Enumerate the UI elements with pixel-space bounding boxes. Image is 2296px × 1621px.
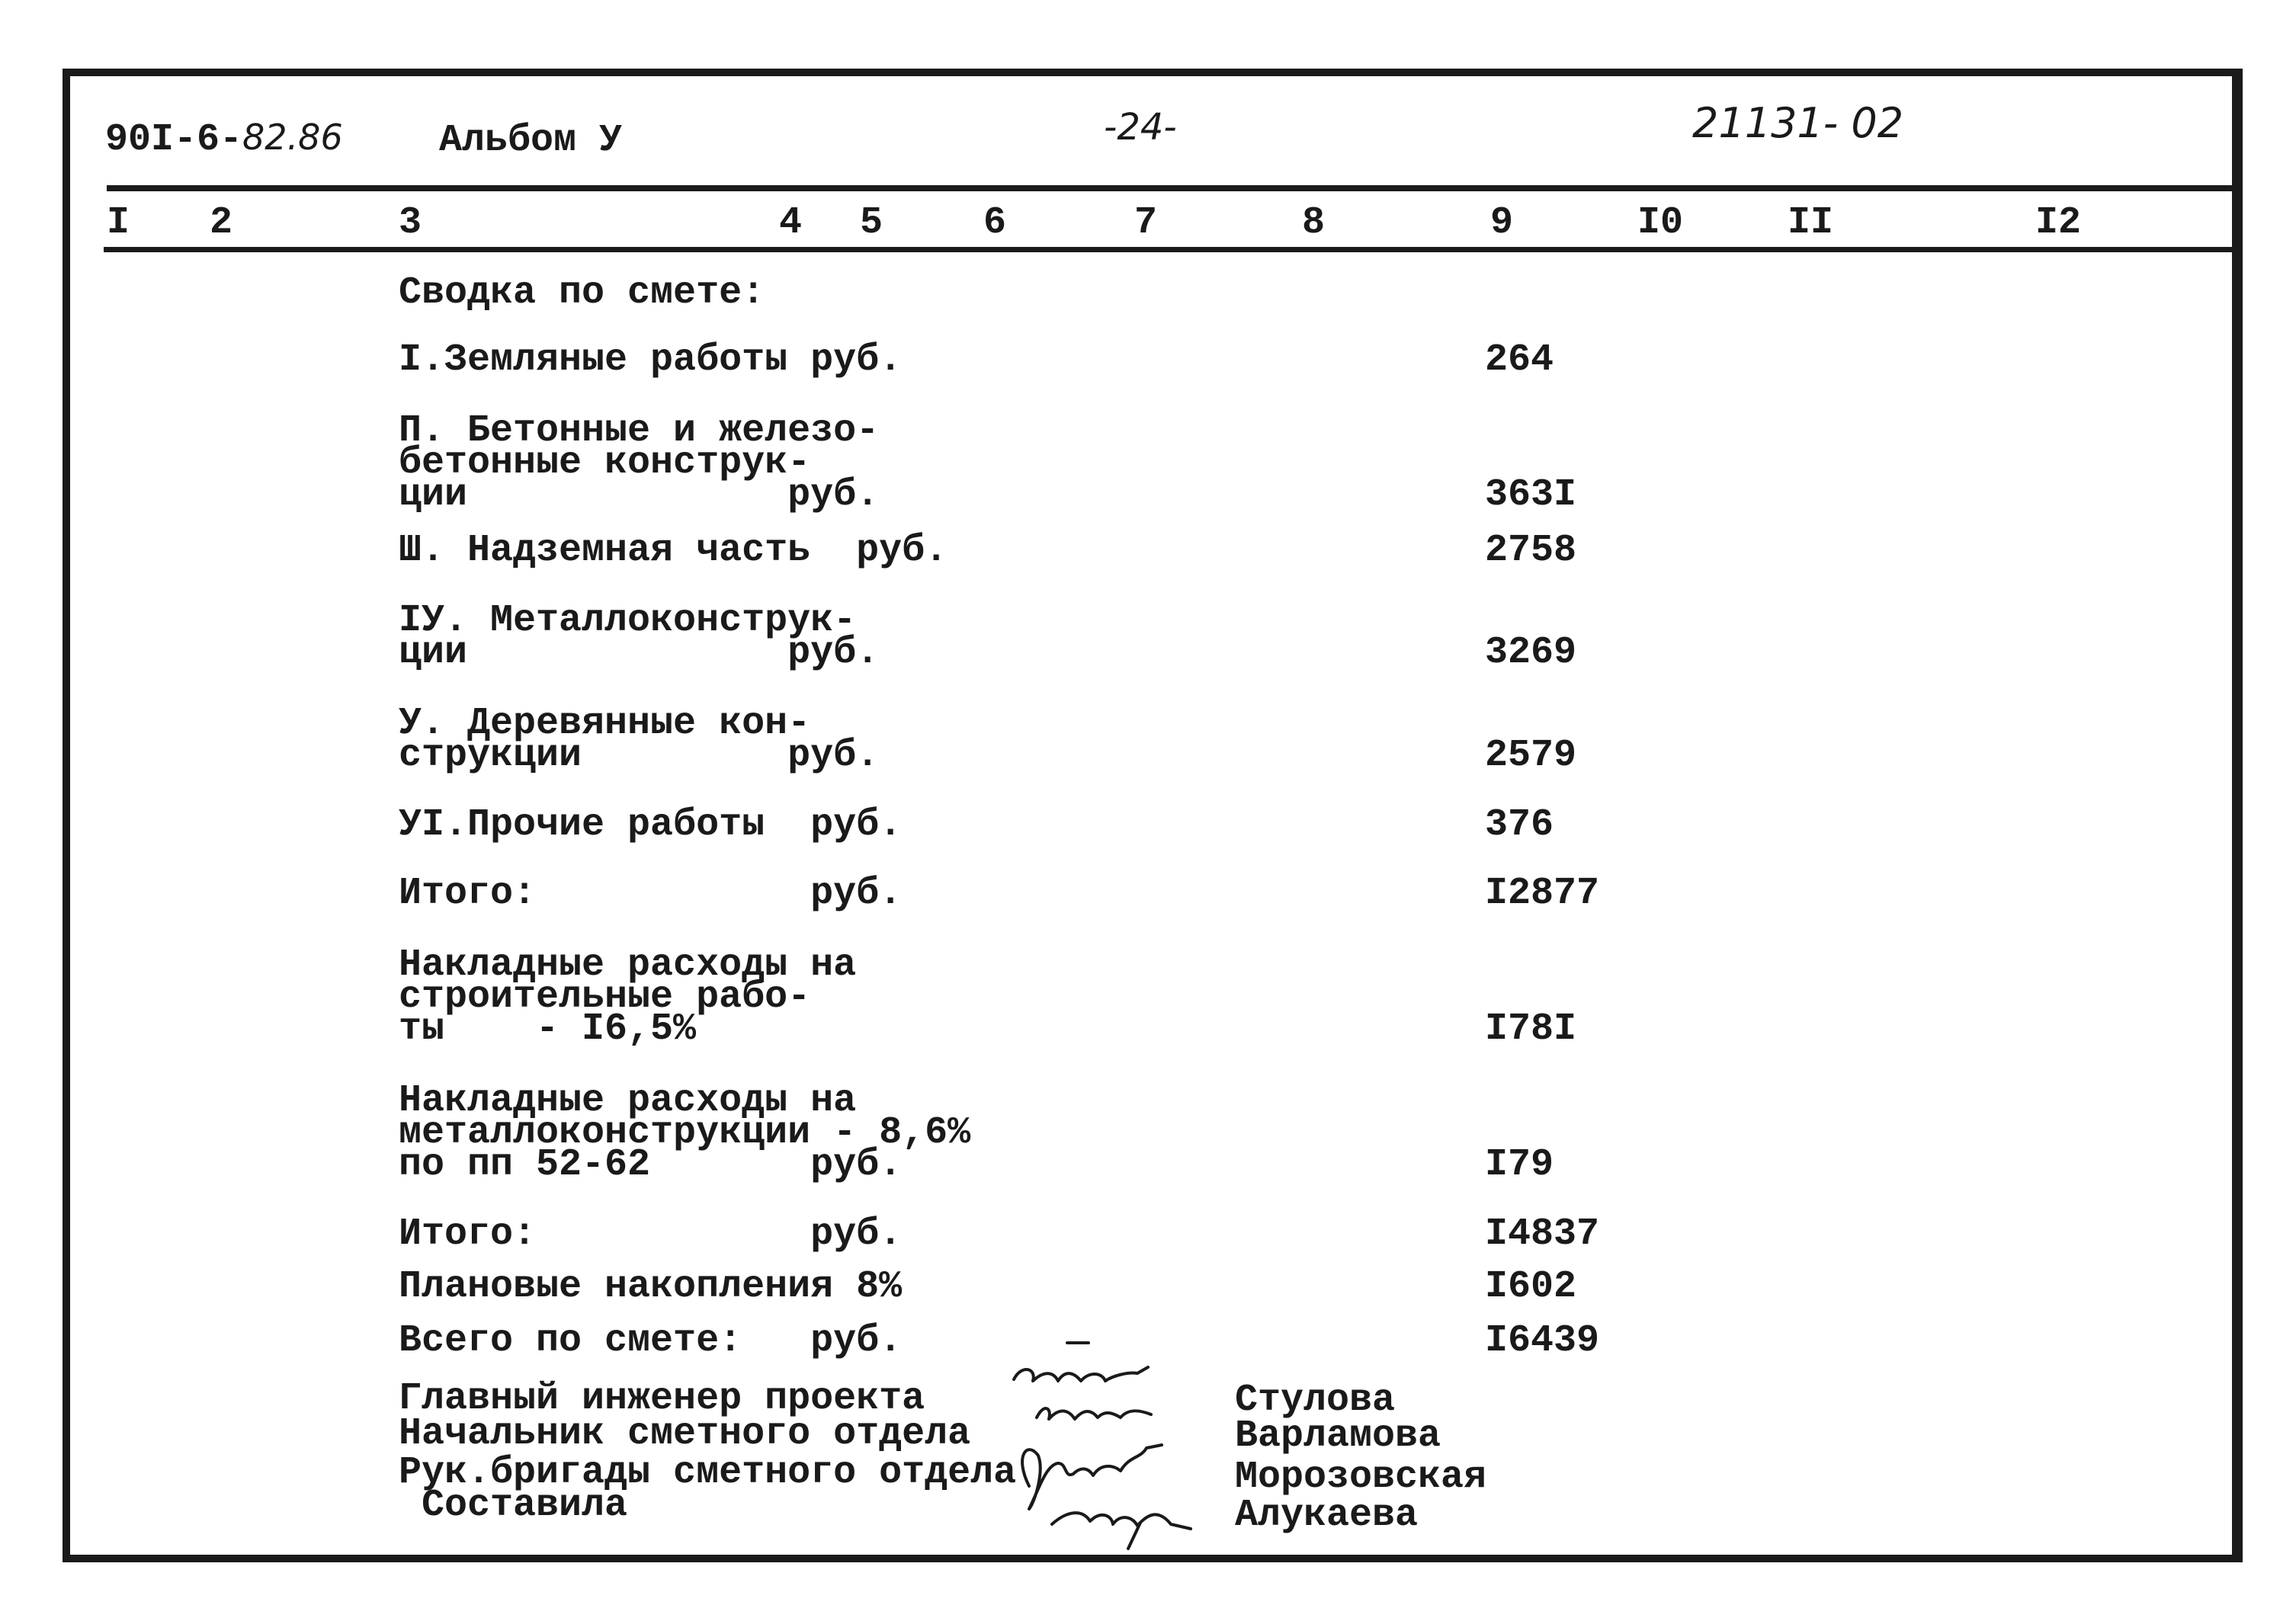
line-item-text: Накладные расходы на строительные рабо- ты - I6,5% xyxy=(399,943,857,1051)
line-item-text: Ш. Надземная часть руб. xyxy=(399,529,948,572)
column-number: 5 xyxy=(860,201,883,245)
doc-code-handwritten: 82.86 xyxy=(242,117,343,158)
line-item-text: Итого: руб. xyxy=(399,1213,903,1256)
line-item-value: 2579 xyxy=(1485,734,1577,777)
signatory-name: Варламова xyxy=(1235,1414,1441,1458)
page-number: -24- xyxy=(1104,106,1177,149)
position-line: Главный инженер проекта xyxy=(399,1377,925,1421)
line-item-text: УI.Прочие работы руб. xyxy=(399,803,903,847)
column-number: I xyxy=(107,201,130,245)
signatory-name: Стулова xyxy=(1235,1379,1396,1422)
line-item-value: 2758 xyxy=(1485,529,1577,572)
line-item-value: I78I xyxy=(1485,1008,1577,1051)
line-item-text: Всего по смете: руб. xyxy=(399,1319,903,1363)
column-number: II xyxy=(1788,201,1834,245)
line-item-text: П. Бетонные и железо- бетонные конструк- ции руб. xyxy=(399,409,880,517)
position-line: Составила xyxy=(399,1484,628,1527)
position-line: Рук.бригады сметного отдела xyxy=(399,1451,1017,1494)
column-number: 2 xyxy=(210,201,233,245)
line-item-text: Итого: руб. xyxy=(399,872,903,915)
summary-title: Сводка по смете: xyxy=(399,271,765,315)
line-item-value: I2877 xyxy=(1485,872,1600,915)
line-item-value: 363I xyxy=(1485,473,1577,517)
column-number: 4 xyxy=(779,201,803,245)
column-number: 3 xyxy=(399,201,422,245)
position-line: Начальник сметного отдела xyxy=(399,1412,971,1456)
handwritten-signatures xyxy=(999,1334,1243,1555)
signatory-name: Морозовская xyxy=(1235,1456,1487,1499)
line-item-value: I4837 xyxy=(1485,1213,1600,1256)
line-item-text: Плановые накопления 8% xyxy=(399,1265,903,1309)
line-item-value: I79 xyxy=(1485,1143,1554,1187)
line-item-value: 264 xyxy=(1485,338,1554,382)
column-number: 6 xyxy=(983,201,1007,245)
column-header-divider xyxy=(104,247,2243,252)
line-item-value: I6439 xyxy=(1485,1319,1600,1363)
column-number: 8 xyxy=(1302,201,1326,245)
project-number: 21131- 02 xyxy=(1692,99,1904,147)
line-item-text: IУ. Металлоконструк- ции руб. xyxy=(399,599,880,674)
column-number: I0 xyxy=(1637,201,1684,245)
line-item-text: I.Земляные работы руб. xyxy=(399,338,903,382)
header-divider xyxy=(107,185,2243,191)
line-item-value: 376 xyxy=(1485,803,1554,847)
column-number: 9 xyxy=(1490,201,1514,245)
doc-code: 90I-6-82.86 xyxy=(105,117,343,162)
column-number: 7 xyxy=(1134,201,1158,245)
line-item-text: Накладные расходы на металлоконструкции - 8,6% по пп 52-62 руб. xyxy=(399,1079,971,1187)
line-item-value: I602 xyxy=(1485,1265,1577,1309)
album-label: Альбом У xyxy=(439,119,623,162)
line-item-value: 3269 xyxy=(1485,631,1577,674)
signatory-name: Алукаева xyxy=(1235,1494,1419,1537)
line-item-text: У. Деревянные кон- струкции руб. xyxy=(399,702,880,777)
column-number: I2 xyxy=(2035,201,2082,245)
